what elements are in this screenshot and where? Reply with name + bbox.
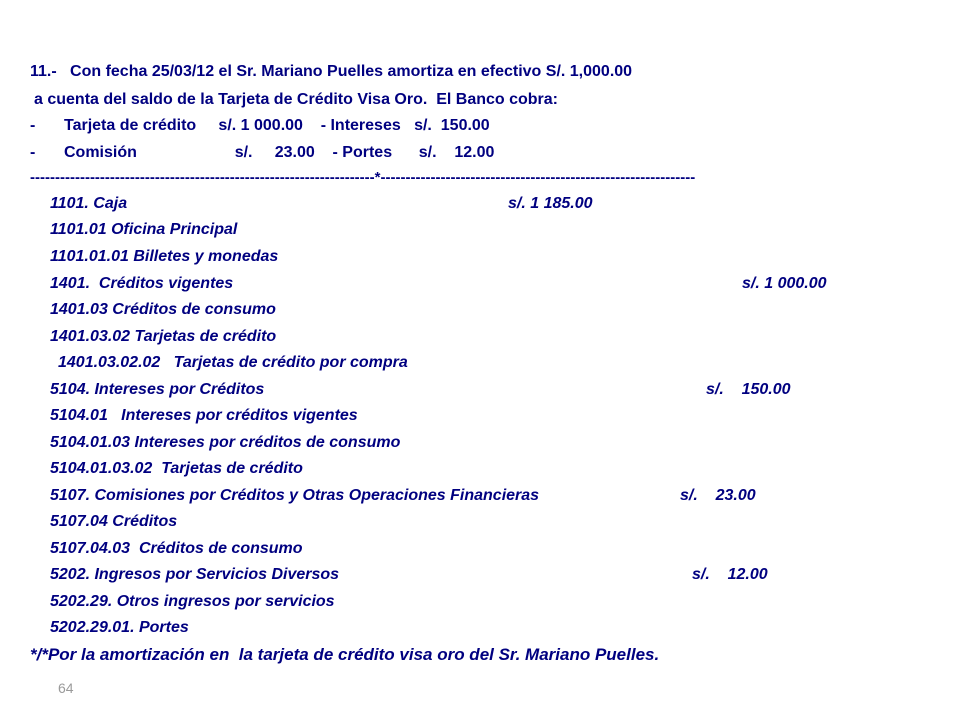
entry-label: 5104. Intereses por Créditos: [50, 381, 265, 398]
separator-line: [30, 168, 842, 188]
entry-label: 5104.01 Intereses por créditos vigentes: [50, 407, 358, 424]
gloss-text: */*Por la amortización en la tarjeta de crédito visa oro del Sr. Mariano Puelles.: [30, 645, 660, 664]
entry-label: 1401.03 Créditos de consumo: [50, 301, 276, 318]
page-number: 64: [58, 680, 74, 696]
entry-label: 5202. Ingresos por Servicios Diversos: [50, 566, 340, 583]
entry-label: 1401.03.02.02 Tarjetas de crédito por compra: [58, 354, 408, 371]
entry-label: 1401.03.02 Tarjetas de crédito: [50, 328, 277, 345]
entry-label: 5107.04 Créditos: [50, 513, 178, 530]
entry-label: 5107.04.03 Créditos de consumo: [50, 540, 303, 557]
separator-star: *: [374, 169, 381, 186]
entry-label: 1101.01 Oficina Principal: [50, 221, 238, 238]
entry-label: 1401. Créditos vigentes: [50, 275, 234, 292]
entry-label: 5202.29.01. Portes: [50, 619, 189, 636]
separator-left: ---------------------------------------------------------------------: [30, 169, 375, 186]
entry-label: 5107. Comisiones por Créditos y Otras Operaciones Financieras: [50, 487, 540, 504]
entry-amount: s/. 150.00: [706, 381, 791, 398]
entry-label: 5104.01.03.02 Tarjetas de crédito: [50, 460, 303, 477]
separator-right: ---------------------------------------------------------------: [380, 169, 696, 186]
entry-label: 1101. Caja: [50, 195, 128, 212]
entry-amount: s/. 23.00: [680, 487, 756, 504]
header-line-2: a cuenta del saldo de la Tarjeta de Crédito Visa Oro. El Banco cobra:: [34, 91, 559, 108]
entry-amount: s/. 1 185.00: [508, 195, 593, 212]
entry-amount: s/. 1 000.00: [742, 275, 827, 292]
entry-label: 1101.01.01 Billetes y monedas: [50, 248, 279, 265]
bullet-marker-2: -: [30, 144, 36, 161]
bullet-line-1: Tarjeta de crédito s/. 1 000.00 - Intereses s/. 150.00: [64, 117, 490, 134]
entry-amount: s/. 12.00: [692, 566, 768, 583]
header-line-1: 11.- Con fecha 25/03/12 el Sr. Mariano Puelles amortiza en efectivo S/. 1,000.00: [30, 63, 633, 80]
bullet-marker-1: -: [30, 117, 36, 134]
entry-label: 5104.01.03 Intereses por créditos de consumo: [50, 434, 401, 451]
bullet-line-2: Comisión s/. 23.00 - Portes s/. 12.00: [64, 144, 495, 161]
entry-label: 5202.29. Otros ingresos por servicios: [50, 593, 335, 610]
